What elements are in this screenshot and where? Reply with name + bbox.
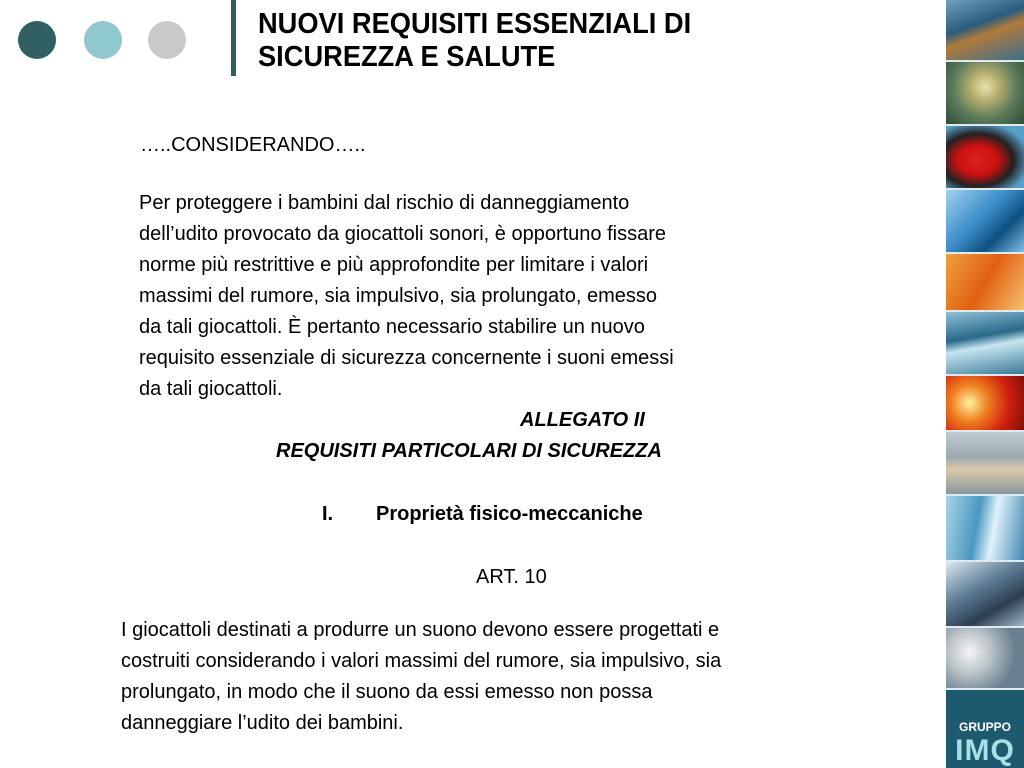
intro-paragraph (139, 188, 839, 405)
article-line: costruiti considerando i valori massimi del rumore, sia impulsivo, sia (121, 650, 722, 672)
decorative-photo-tile (946, 312, 1024, 376)
section-number: I. (322, 503, 334, 525)
decorative-photo-tile (946, 628, 1024, 690)
decorative-photo-tile (946, 432, 1024, 496)
article-paragraph (121, 615, 911, 739)
decorative-photo-tile (946, 126, 1024, 190)
decorative-circle-light (84, 21, 122, 59)
article-line: prolungato, in modo che il suono da essi emesso non possa (121, 681, 653, 703)
intro-line: norme più restrittive e più approfondite per limitare i valori (139, 254, 649, 276)
slide-title-line-2: SICUREZZA E SALUTE (258, 41, 556, 73)
title-divider (231, 0, 236, 76)
article-line: I giocattoli destinati a produrre un suono devono essere progettati e (121, 619, 720, 641)
requisiti-heading: REQUISITI PARTICOLARI DI SICUREZZA (276, 440, 662, 462)
intro-line: da tali giocattoli. (139, 378, 283, 400)
intro-line: requisito essenziale di sicurezza concernente i suoni emessi (139, 347, 674, 369)
section-title: Proprietà fisico-meccaniche (376, 503, 643, 525)
decorative-photo-tile (946, 0, 1024, 62)
decorative-photo-tile (946, 190, 1024, 254)
decorative-photo-tile (946, 562, 1024, 628)
considerando-heading: …..CONSIDERANDO….. (140, 134, 366, 156)
slide-title-line-1: NUOVI REQUISITI ESSENZIALI DI (258, 8, 692, 40)
intro-line: da tali giocattoli. È pertanto necessario stabilire un nuovo (139, 316, 645, 338)
logo-gruppo-text: GRUPPO (958, 720, 1011, 734)
intro-line: dell’udito provocato da giocattoli sonori, è opportuno fissare (139, 223, 666, 245)
slide-title (258, 8, 878, 74)
decorative-image-strip (946, 0, 1024, 768)
decorative-photo-tile (946, 496, 1024, 562)
article-heading: ART. 10 (476, 566, 547, 588)
decorative-photo-tile (946, 376, 1024, 432)
logo-imq-text: IMQ (955, 734, 1015, 767)
article-line: danneggiare l’udito dei bambini. (121, 712, 404, 734)
allegato-heading: ALLEGATO II (520, 409, 645, 431)
intro-line: massimi del rumore, sia impulsivo, sia prolungato, emesso (139, 285, 657, 307)
decorative-photo-tile (946, 62, 1024, 126)
decorative-photo-tile (946, 254, 1024, 312)
decorative-circle-gray (148, 21, 186, 59)
imq-logo (946, 690, 1024, 768)
decorative-circle-dark (18, 21, 56, 59)
intro-line: Per proteggere i bambini dal rischio di danneggiamento (139, 192, 630, 214)
